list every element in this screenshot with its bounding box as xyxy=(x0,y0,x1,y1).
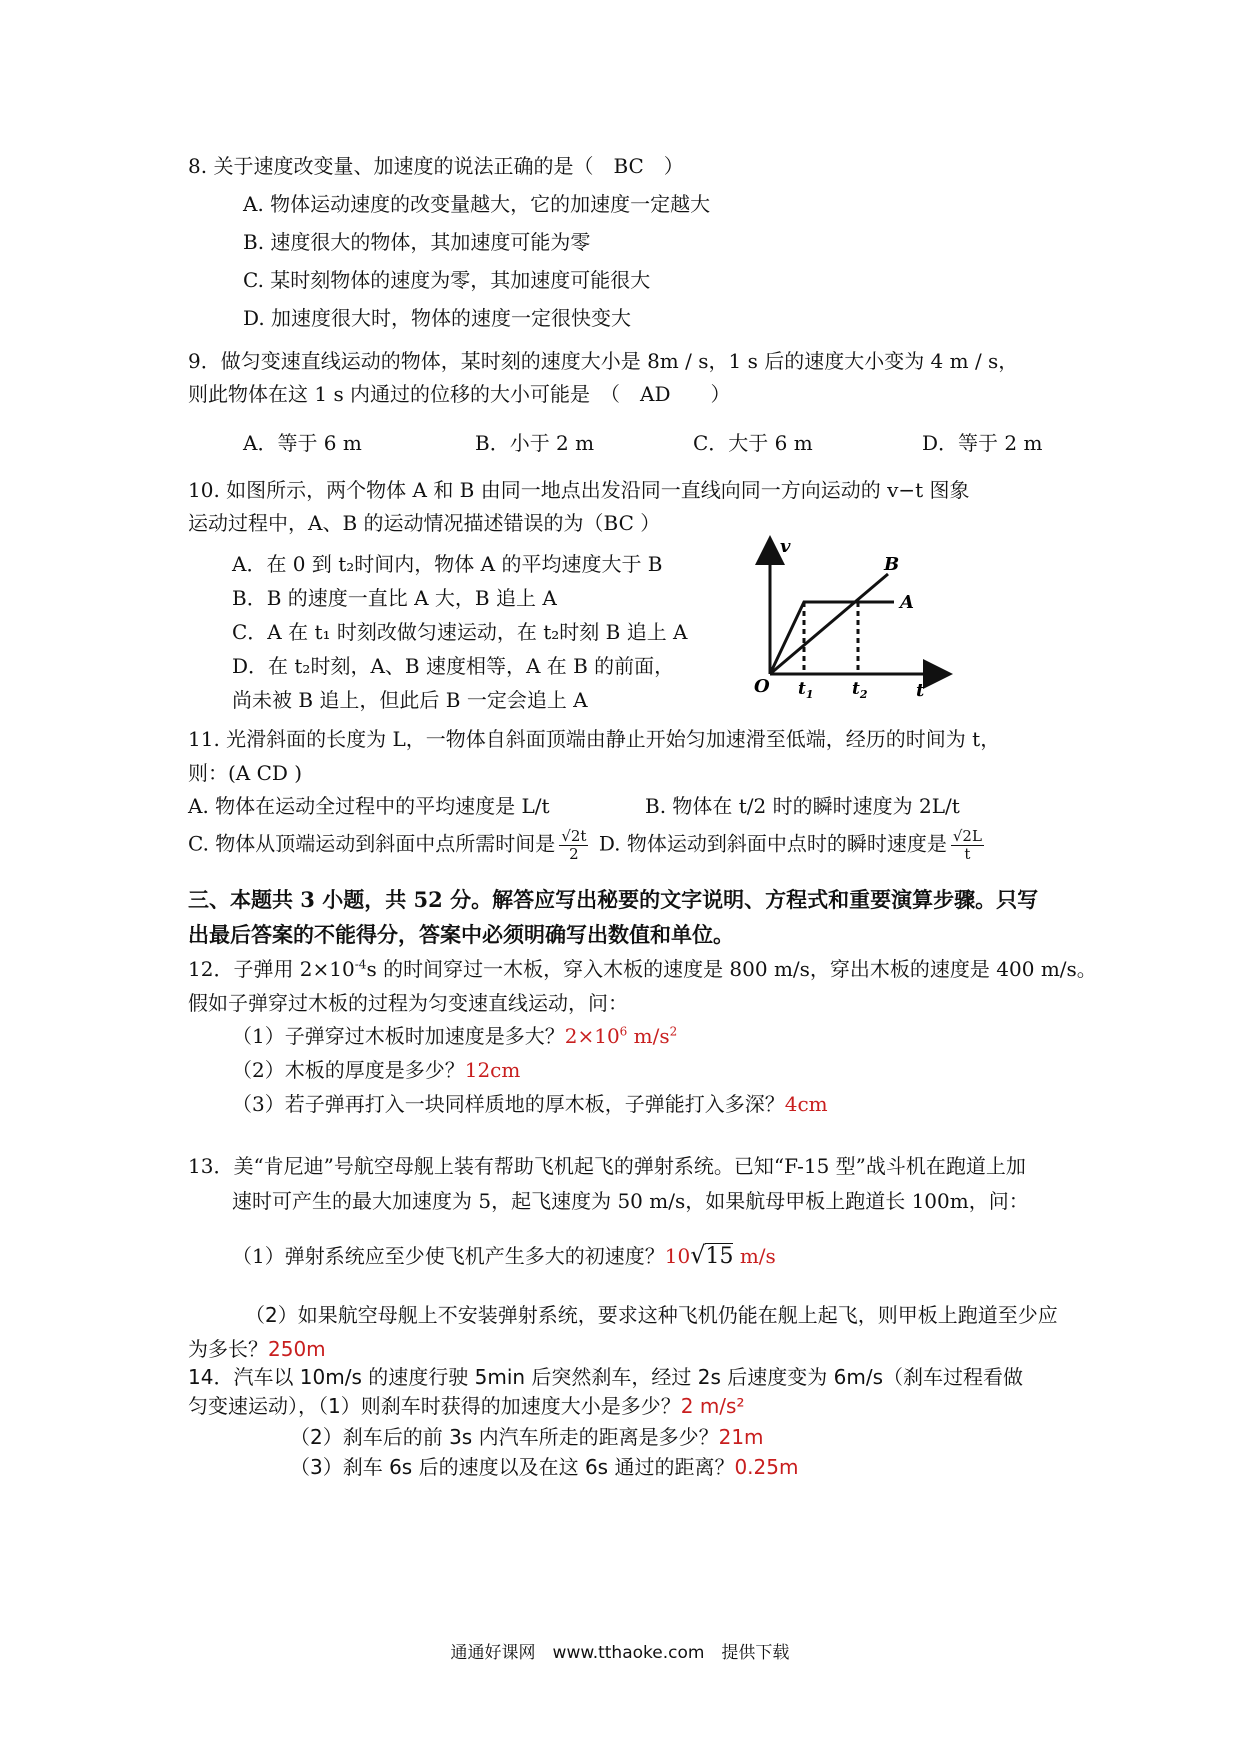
q10-option-b: B．B 的速度一直比 A 大，B 追上 A xyxy=(232,586,557,610)
graph-b-label: B xyxy=(884,554,900,575)
q12-stem-line2: 假如子弹穿过木板的过程为匀变速直线运动，问： xyxy=(188,991,628,1015)
q9-option-d: D．等于 2 m xyxy=(922,431,1043,455)
q12-answer3: 4cm xyxy=(784,1092,828,1116)
q9-option-b: B．小于 2 m xyxy=(475,431,595,455)
graph-v-label: v xyxy=(780,536,791,557)
section3-heading-line1: 三、本题共 3 小题，共 52 分。解答应写出秘要的文字说明、方程式和重要演算步骤。只写 xyxy=(188,887,1039,912)
q10-stem-line1: 10. 如图所示，两个物体 A 和 B 由同一地点出发沿同一直线向同一方向运动的 v−t 图象 xyxy=(188,478,970,502)
q11-option-a: A. 物体在运动全过程中的平均速度是 L/t xyxy=(188,794,550,818)
q11-option-c-fraction: $\frac{√2t}{2}$ xyxy=(561,827,587,863)
q10-option-d: D．在 t₂时刻，A、B 速度相等，A 在 B 的前面， xyxy=(232,654,675,678)
graph-a-label: A xyxy=(900,592,914,613)
q12-sub2: （2）木板的厚度是多少？12cm xyxy=(232,1058,521,1082)
q9-stem-line2: 则此物体在这 1 s 内通过的位移的大小可能是 （ AD ） xyxy=(188,382,731,406)
graph-line-b xyxy=(770,574,888,674)
q14-sub2: （2）刹车后的前 3s 内汽车所走的距离是多少？21m xyxy=(290,1425,764,1449)
q11-stem-line1: 11. 光滑斜面的长度为 L，一物体自斜面顶端由静止开始匀加速滑至低端，经历的时间为 t， xyxy=(188,727,1001,751)
q11-option-d: D. 物体运动到斜面中点时的瞬时速度是 xyxy=(598,831,947,856)
q8-option-d: D. 加速度很大时，物体的速度一定很快变大 xyxy=(243,306,632,330)
q10-vt-graph xyxy=(748,532,958,702)
q13-sub2-line2: 为多长？250m xyxy=(188,1337,326,1361)
q13-stem-line1: 13．美“肯尼迪”号航空母舰上装有帮助飞机起飞的弹射系统。已知“F-15 型”战斗机在跑道上加 xyxy=(188,1154,1026,1178)
graph-t-label: t xyxy=(916,680,925,701)
q14-stem-line2: 匀变速运动），（1）则刹车时获得的加速度大小是多少？2 m/s² xyxy=(188,1394,745,1418)
q9-option-c: C．大于 6 m xyxy=(693,431,813,455)
q14-sub3: （3）刹车 6s 后的速度以及在这 6s 通过的距离？0.25m xyxy=(290,1455,799,1479)
q14-answer1: 2 m/s² xyxy=(680,1394,745,1418)
graph-t1-label: $t_1$ xyxy=(798,679,814,701)
q11-option-b: B. 物体在 t/2 时的瞬时速度为 2L/t xyxy=(645,794,960,818)
graph-t2-label: $t_2$ xyxy=(852,679,868,701)
section3-heading-line2: 出最后答案的不能得分，答案中必须明确写出数值和单位。 xyxy=(188,922,734,947)
q13-answer2: 250m xyxy=(268,1337,326,1361)
q10-option-c: C．A 在 t₁ 时刻改做匀速运动，在 t₂时刻 B 追上 A xyxy=(232,620,688,644)
q12-stem-line1: 12．子弹用 $2\times 10^{-4}s$ 的时间穿过一木板，穿入木板的速度是 800 m/s，穿出木板的速度是 400 m/s。 xyxy=(188,957,1097,981)
graph-origin-label: O xyxy=(754,676,770,697)
q8-option-c: C. 某时刻物体的速度为零，其加速度可能很大 xyxy=(243,268,651,292)
q10-option-d-cont: 尚未被 B 追上，但此后 B 一定会追上 A xyxy=(232,688,588,712)
q9-option-a: A．等于 6 m xyxy=(243,431,362,455)
q14-answer3: 0.25m xyxy=(734,1455,799,1479)
q10-stem-line2: 运动过程中，A、B 的运动情况描述错误的为（BC ） xyxy=(188,511,661,535)
q8-option-b: B. 速度很大的物体，其加速度可能为零 xyxy=(243,230,591,254)
q12-sub1: （1）子弹穿过木板时加速度是多大？$2\times 10^6$ $m/s^2$ xyxy=(232,1024,678,1048)
q11-option-d-fraction: $\frac{√2L}{t}$ xyxy=(952,827,982,863)
q8-stem: 8. 关于速度改变量、加速度的说法正确的是（ BC ） xyxy=(188,154,684,178)
q13-sub1: （1）弹射系统应至少使飞机产生多大的初速度？10√15 m/s xyxy=(232,1241,776,1269)
q8-option-a: A. 物体运动速度的改变量越大，它的加速度一定越大 xyxy=(243,192,711,216)
q14-answer2: 21m xyxy=(718,1425,764,1449)
q9-stem-line1: 9．做匀变速直线运动的物体，某时刻的速度大小是 8m / s，1 s 后的速度大小变为 4 m / s， xyxy=(188,349,1019,373)
q12-answer2: 12cm xyxy=(464,1058,521,1082)
q10-option-a: A．在 0 到 t₂时间内，物体 A 的平均速度大于 B xyxy=(232,552,663,576)
q14-stem-line1: 14．汽车以 10m/s 的速度行驶 5min 后突然刹车，经过 2s 后速度变为 6m/s（刹车过程看做 xyxy=(188,1365,1023,1389)
q13-stem-line2: 速时可产生的最大加速度为 5，起飞速度为 50 m/s，如果航母甲板上跑道长 100m，问： xyxy=(232,1189,1029,1213)
q11-option-c: C. 物体从顶端运动到斜面中点所需时间是 xyxy=(188,831,556,856)
graph-line-a xyxy=(770,602,894,674)
q11-stem-line2: 则：(A CD ) xyxy=(188,761,303,785)
q12-sub3: （3）若子弹再打入一块同样质地的厚木板，子弹能打入多深？4cm xyxy=(232,1092,828,1116)
q11-options-cd xyxy=(188,828,988,862)
page-footer: 通通好课网 www.tthaoke.com 提供下载 xyxy=(450,1643,790,1663)
q12-answer1: $2\times 10^6$ $m/s^2$ xyxy=(564,1024,678,1048)
q13-sub2-line1: （2）如果航空母舰上不安装弹射系统，要求这种飞机仍能在舰上起飞，则甲板上跑道至少应 xyxy=(245,1303,1058,1327)
q13-answer1: 10√15 m/s xyxy=(664,1241,776,1269)
